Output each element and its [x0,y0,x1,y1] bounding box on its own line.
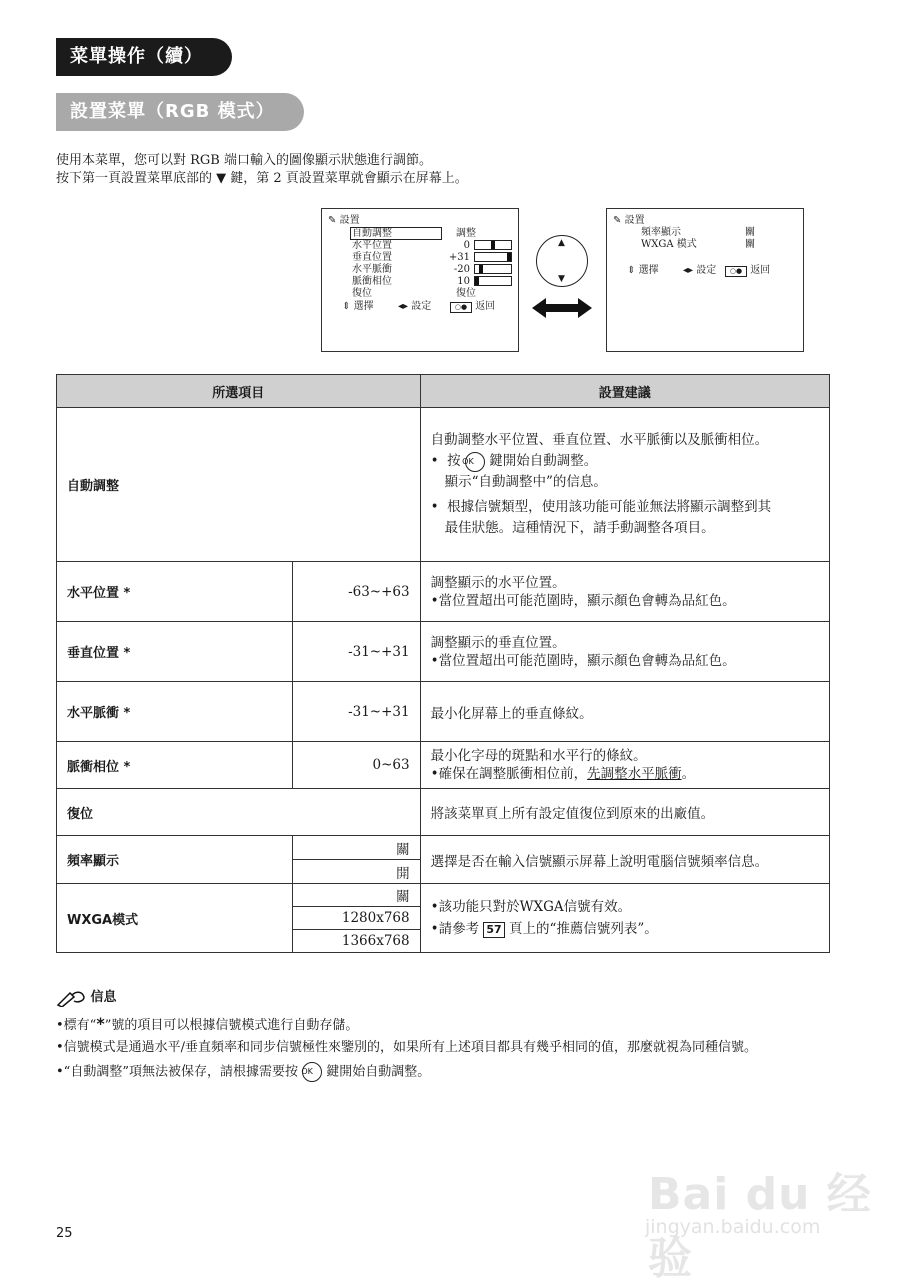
menu1-select-label: 選擇 [353,301,374,312]
auto-b1-post: 鍵開始自動調整。 [489,453,598,469]
table-row [57,562,830,622]
menu1-title: 設置 [339,215,360,226]
menu1-item-value: +31 [448,252,470,263]
level-bar [474,240,512,250]
menu1-set-label: 設定 [411,301,432,312]
watermark-brand: Bai du 经验 [648,1169,872,1284]
notes-heading [56,986,117,1007]
note3-post: 鍵開始自動調整。 [326,1064,431,1080]
note2: 信號模式是通過水平/垂直頻率和同步信號極性來鑒別的，如果所有上述項目都具有幾乎相同的值，那麼就視為同種信號。 [63,1040,758,1055]
table-row [57,682,830,742]
menu2-item-label: WXGA 模式 [641,239,697,250]
wxga-b2-post: 頁上的“推薦信號列表”。 [508,921,658,937]
intro-text [56,152,468,188]
menu1-item-label: 復位 [352,288,372,299]
row-desc: 最小化屏幕上的垂直條紋。 [420,682,829,742]
menu2-item-value: 關 [745,227,755,238]
menu2-back-label: 返回 [750,265,771,276]
double-arrow-icon [532,298,592,318]
menu2-select-label: 選擇 [638,265,659,276]
table-row [57,884,830,907]
row-option: 1366x768 [292,930,420,953]
row-desc: 最小化字母的斑點和水平行的條紋。 •確保在調整脈衝相位前，先調整水平脈衝。 [420,742,829,789]
auto-b1-pre: 按 [447,453,461,469]
star-symbol: * [96,1014,105,1033]
row-desc: 調整顯示的垂直位置。 •當位置超出可能范圍時，顯示顏色會轉為品紅色。 [420,622,829,682]
auto-desc: 自動調整水平位置、垂直位置、水平脈衝以及脈衝相位。 [430,432,769,448]
row-range: -31~+31 [292,622,420,682]
menu2-item-value: 關 [745,239,755,250]
down-arrow-icon: ▼ [558,274,565,284]
return-button-icon: ○● [450,302,472,313]
menu2-set-label: 設定 [696,265,717,276]
menu1-item-value: 10 [457,276,470,287]
row-option: 開 [292,860,420,884]
menu1-item-value: 復位 [456,288,476,299]
intro-line-2: 按下第一頁設置菜單底部的 ▼ 鍵，第 2 頁設置菜單就會顯示在屏幕上。 [56,171,468,186]
row-label: 水平脈衝 * [57,682,293,742]
level-bar [474,276,512,286]
row-label: 自動調整 [57,408,421,562]
phase-bullet-post: 。 [681,766,696,782]
remote-dpad [536,235,588,287]
row-desc: 調整顯示的水平位置。 •當位置超出可能范圍時，顯示顏色會轉為品紅色。 [420,562,829,622]
row-label: WXGA模式 [57,884,293,953]
up-down-arrow-icon: ⇕ [627,265,636,276]
table-row [57,622,830,682]
menu1-back-label: 返回 [475,301,496,312]
col-header-advice: 設置建議 [420,375,829,408]
left-right-arrow-icon: ◂▸ [398,301,409,312]
menu1-item-label: 垂直位置 [352,252,392,263]
auto-b2-line1: 根據信號類型，使用該功能可能並無法將顯示調整到其 [447,499,772,515]
menu1-item-label: 自動調整 [352,228,392,239]
phase-desc: 最小化字母的斑點和水平行的條紋。 [430,748,647,764]
note-item: •“自動調整”項無法被保存，請根據需要按 OK 鍵開始自動調整。 [56,1062,846,1082]
row-option: 1280x768 [292,907,420,930]
setup-menu-page-2 [606,208,804,352]
phase-bullet-pre: 確保在調整脈衝相位前， [438,766,588,782]
row-range: 0~63 [292,742,420,789]
row-range: -63~+63 [292,562,420,622]
hpos-desc: 調整顯示的水平位置。 [430,574,566,591]
row-label: 垂直位置 * [57,622,293,682]
menu1-item-label: 水平脈衝 [352,264,392,275]
menu1-item-label: 脈衝相位 [352,276,392,287]
setup-menu-page-1 [321,208,519,352]
row-desc: 自動調整水平位置、垂直位置、水平脈衝以及脈衝相位。 • 按 OK 鍵開始自動調整。 顯示“自動調整中”的信息。 • 根據信號類型，使用該功能可能並無法將顯示調整到其 最佳狀態。這種情況下，請手動調整各項目。 [420,408,829,562]
menu2-title: 設置 [624,215,645,226]
row-label: 頻率顯示 [57,836,293,884]
table-row [57,789,830,836]
row-label: 復位 [57,789,421,836]
settings-table [56,374,830,953]
note1-post: ”號的項目可以根據信號模式進行自動存儲。 [104,1018,359,1033]
row-desc: 選擇是否在輸入信號顯示屏幕上說明電腦信號頻率信息。 [420,836,829,884]
note3-pre: “自動調整”項無法被保存，請根據需要按 [63,1064,298,1080]
phase-bullet-link: 先調整水平脈衝 [587,766,682,782]
watermark-url: jingyan.baidu.com [645,1216,821,1238]
notes-list [56,1016,846,1088]
pencil-note-icon [56,989,86,1007]
menu2-item-label: 頻率顯示 [641,227,681,238]
row-label: 水平位置 * [57,562,293,622]
auto-b1-line2: 顯示“自動調整中”的信息。 [444,474,607,490]
intro-line-1: 使用本菜單，您可以對 RGB 端口輸入的圖像顯示狀態進行調節。 [56,153,432,168]
row-desc: 將該菜單頁上所有設定值復位到原來的出廠值。 [420,789,829,836]
section-title: 菜單操作（續） [56,38,232,76]
table-row [57,836,830,860]
note1-pre: 標有“ [63,1018,97,1033]
row-label: 脈衝相位 * [57,742,293,789]
row-option: 關 [292,884,420,907]
note-item: •信號模式是通過水平/垂直頻率和同步信號極性來鑒別的，如果所有上述項目都具有幾乎相同的值，那麼就視為同種信號。 [56,1040,758,1055]
vpos-bullet: 當位置超出可能范圍時，顯示顏色會轉為品紅色。 [438,652,736,669]
menu1-item-value: -20 [453,264,470,275]
left-right-arrow-icon: ◂▸ [683,265,694,276]
setup-menu-icon: ✎ [328,215,337,226]
ok-button-icon: OK [465,452,485,472]
page-number: 25 [56,1226,73,1241]
up-arrow-icon: ▲ [558,238,565,248]
wxga-b2-pre: 請參考 [438,921,480,937]
page-ref-badge: 57 [483,922,504,938]
row-option: 關 [292,836,420,860]
ok-button-icon: OK [302,1062,322,1082]
menu1-item-value: 0 [463,240,470,251]
setup-menu-icon: ✎ [613,215,622,226]
vpos-desc: 調整顯示的垂直位置。 [430,634,566,651]
menu1-item-value: 調整 [456,228,476,239]
table-row [57,408,830,562]
note-item: •標有“*”號的項目可以根據信號模式進行自動存儲。 [56,1014,359,1033]
row-range: -31~+31 [292,682,420,742]
table-header-row [57,375,830,408]
menu1-item-label: 水平位置 [352,240,392,251]
subsection-title: 設置菜單（RGB 模式） [56,93,304,131]
up-down-arrow-icon: ⇕ [342,301,351,312]
auto-b2-line2: 最佳狀態。這種情況下，請手動調整各項目。 [444,520,715,536]
hpos-bullet: 當位置超出可能范圍時，顯示顏色會轉為品紅色。 [438,592,736,609]
return-button-icon: ○● [725,266,747,277]
level-bar [474,252,512,262]
row-desc: •該功能只對於WXGA信號有效。 •請參考 57 頁上的“推薦信號列表”。 [420,884,829,953]
wxga-b1: 該功能只對於WXGA信號有效。 [438,899,632,915]
col-header-item: 所選項目 [57,375,421,408]
notes-title: 信息 [90,990,117,1005]
level-bar [474,264,512,274]
table-row [57,742,830,789]
